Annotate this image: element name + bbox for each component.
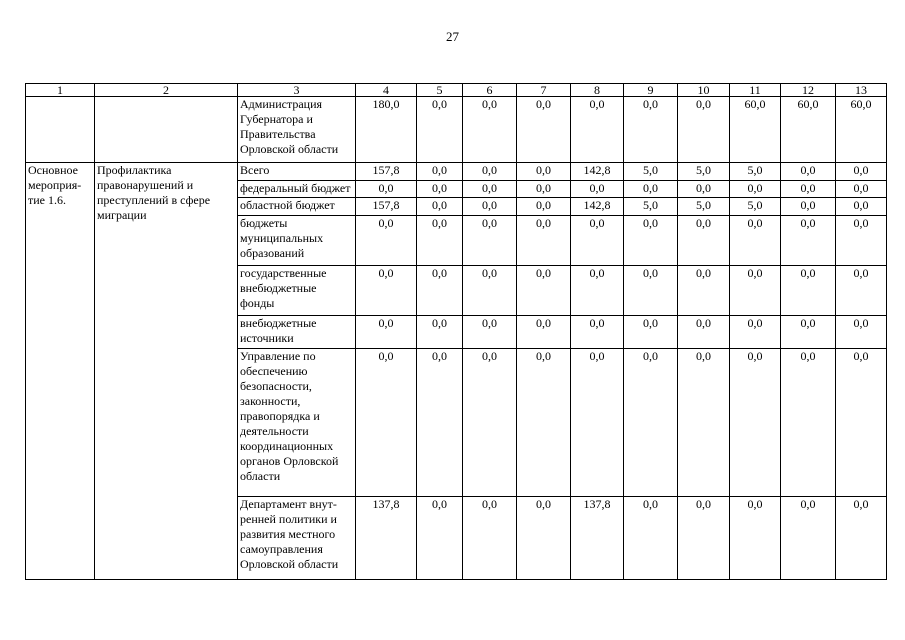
- value-cell: 0,0: [463, 497, 517, 580]
- column-number: 12: [781, 84, 836, 97]
- value-cell: 0,0: [417, 163, 463, 180]
- value-cell: 0,0: [517, 198, 571, 215]
- value-cell: 0,0: [836, 180, 887, 197]
- value-cell: 0,0: [571, 315, 624, 349]
- value-cell: 60,0: [836, 97, 887, 163]
- value-cell: 0,0: [678, 180, 730, 197]
- value-cell: 0,0: [781, 497, 836, 580]
- value-cell: 0,0: [624, 180, 678, 197]
- value-cell: 0,0: [678, 215, 730, 265]
- value-cell: 0,0: [678, 315, 730, 349]
- value-cell: 0,0: [356, 215, 417, 265]
- empty-cell: [95, 97, 238, 163]
- value-cell: 0,0: [678, 497, 730, 580]
- measure-code-cell: Основное мероприя-тие 1.6.: [26, 163, 95, 580]
- funding-source-cell: бюджеты муниципальных образований: [238, 215, 356, 265]
- value-cell: 0,0: [517, 215, 571, 265]
- value-cell: 0,0: [836, 497, 887, 580]
- value-cell: 0,0: [356, 315, 417, 349]
- value-cell: 137,8: [356, 497, 417, 580]
- value-cell: 0,0: [781, 215, 836, 265]
- value-cell: 0,0: [517, 497, 571, 580]
- value-cell: 0,0: [730, 265, 781, 315]
- value-cell: 0,0: [678, 349, 730, 497]
- value-cell: 0,0: [356, 349, 417, 497]
- value-cell: 5,0: [678, 198, 730, 215]
- value-cell: 0,0: [417, 215, 463, 265]
- value-cell: 157,8: [356, 198, 417, 215]
- value-cell: 0,0: [517, 265, 571, 315]
- value-cell: 0,0: [624, 265, 678, 315]
- value-cell: 0,0: [781, 180, 836, 197]
- value-cell: 0,0: [781, 198, 836, 215]
- value-cell: 0,0: [463, 215, 517, 265]
- value-cell: 0,0: [517, 163, 571, 180]
- value-cell: 142,8: [571, 163, 624, 180]
- funding-source-cell: Всего: [238, 163, 356, 180]
- value-cell: 0,0: [678, 97, 730, 163]
- value-cell: 5,0: [624, 163, 678, 180]
- funding-source-cell: федеральный бюджет: [238, 180, 356, 197]
- continued-row: [26, 97, 887, 163]
- column-number: 6: [463, 84, 517, 97]
- value-cell: 0,0: [730, 215, 781, 265]
- column-number: 3: [238, 84, 356, 97]
- value-cell: 5,0: [624, 198, 678, 215]
- value-cell: 0,0: [730, 349, 781, 497]
- value-cell: 0,0: [571, 349, 624, 497]
- value-cell: 0,0: [781, 315, 836, 349]
- value-cell: 60,0: [781, 97, 836, 163]
- value-cell: 0,0: [836, 315, 887, 349]
- value-cell: 0,0: [730, 315, 781, 349]
- value-cell: 157,8: [356, 163, 417, 180]
- value-cell: 0,0: [624, 497, 678, 580]
- value-cell: 5,0: [730, 198, 781, 215]
- value-cell: 0,0: [356, 265, 417, 315]
- value-cell: 0,0: [463, 163, 517, 180]
- funding-source-cell: внебюджетные источники: [238, 315, 356, 349]
- value-cell: 0,0: [571, 215, 624, 265]
- funding-source-cell: Администрация Губернатора и Правительства Орловской области: [238, 97, 356, 163]
- funding-source-cell: областной бюджет: [238, 198, 356, 215]
- value-cell: 0,0: [836, 198, 887, 215]
- value-cell: 0,0: [463, 198, 517, 215]
- value-cell: 0,0: [571, 97, 624, 163]
- value-cell: 0,0: [463, 315, 517, 349]
- value-cell: 0,0: [463, 97, 517, 163]
- value-cell: 0,0: [417, 349, 463, 497]
- value-cell: 0,0: [356, 180, 417, 197]
- header-row: [26, 84, 887, 97]
- value-cell: 0,0: [517, 180, 571, 197]
- column-number: 4: [356, 84, 417, 97]
- measure-title-cell: Профилактика правонарушений и преступлений в сфере миграции: [95, 163, 238, 580]
- value-cell: 60,0: [730, 97, 781, 163]
- funding-source-cell: Управление по обеспечению безопасности, законности, правопорядка и деятельности координационных органов Орловской области: [238, 349, 356, 497]
- value-cell: 0,0: [730, 497, 781, 580]
- value-cell: 137,8: [571, 497, 624, 580]
- column-number: 11: [730, 84, 781, 97]
- value-cell: 0,0: [463, 180, 517, 197]
- value-cell: 0,0: [417, 315, 463, 349]
- page-number: 27: [446, 29, 459, 44]
- column-number: 9: [624, 84, 678, 97]
- column-number: 8: [571, 84, 624, 97]
- value-cell: 0,0: [417, 265, 463, 315]
- column-number: 1: [26, 84, 95, 97]
- value-cell: 180,0: [356, 97, 417, 163]
- value-cell: 0,0: [624, 215, 678, 265]
- value-cell: 0,0: [417, 180, 463, 197]
- value-cell: 0,0: [517, 97, 571, 163]
- empty-cell: [26, 97, 95, 163]
- column-number: 2: [95, 84, 238, 97]
- value-cell: 0,0: [624, 315, 678, 349]
- value-cell: 0,0: [836, 215, 887, 265]
- value-cell: 0,0: [417, 497, 463, 580]
- value-cell: 142,8: [571, 198, 624, 215]
- measure-row: [26, 163, 887, 180]
- value-cell: 0,0: [463, 349, 517, 497]
- column-number: 10: [678, 84, 730, 97]
- funding-source-cell: Департамент внут-ренней политики и развития местного самоуправления Орловской области: [238, 497, 356, 580]
- value-cell: 0,0: [517, 349, 571, 497]
- column-number: 7: [517, 84, 571, 97]
- value-cell: 0,0: [463, 265, 517, 315]
- value-cell: 0,0: [836, 163, 887, 180]
- value-cell: 5,0: [730, 163, 781, 180]
- funding-source-cell: государственные внебюджетные фонды: [238, 265, 356, 315]
- value-cell: 0,0: [624, 349, 678, 497]
- value-cell: 0,0: [417, 97, 463, 163]
- value-cell: 0,0: [571, 180, 624, 197]
- value-cell: 0,0: [678, 265, 730, 315]
- column-number: 5: [417, 84, 463, 97]
- value-cell: 0,0: [781, 349, 836, 497]
- value-cell: 0,0: [781, 265, 836, 315]
- value-cell: 0,0: [781, 163, 836, 180]
- value-cell: 0,0: [730, 180, 781, 197]
- column-number: 13: [836, 84, 887, 97]
- value-cell: 0,0: [417, 198, 463, 215]
- value-cell: 0,0: [836, 349, 887, 497]
- budget-table: [25, 83, 887, 580]
- value-cell: 0,0: [571, 265, 624, 315]
- value-cell: 5,0: [678, 163, 730, 180]
- value-cell: 0,0: [517, 315, 571, 349]
- value-cell: 0,0: [624, 97, 678, 163]
- value-cell: 0,0: [836, 265, 887, 315]
